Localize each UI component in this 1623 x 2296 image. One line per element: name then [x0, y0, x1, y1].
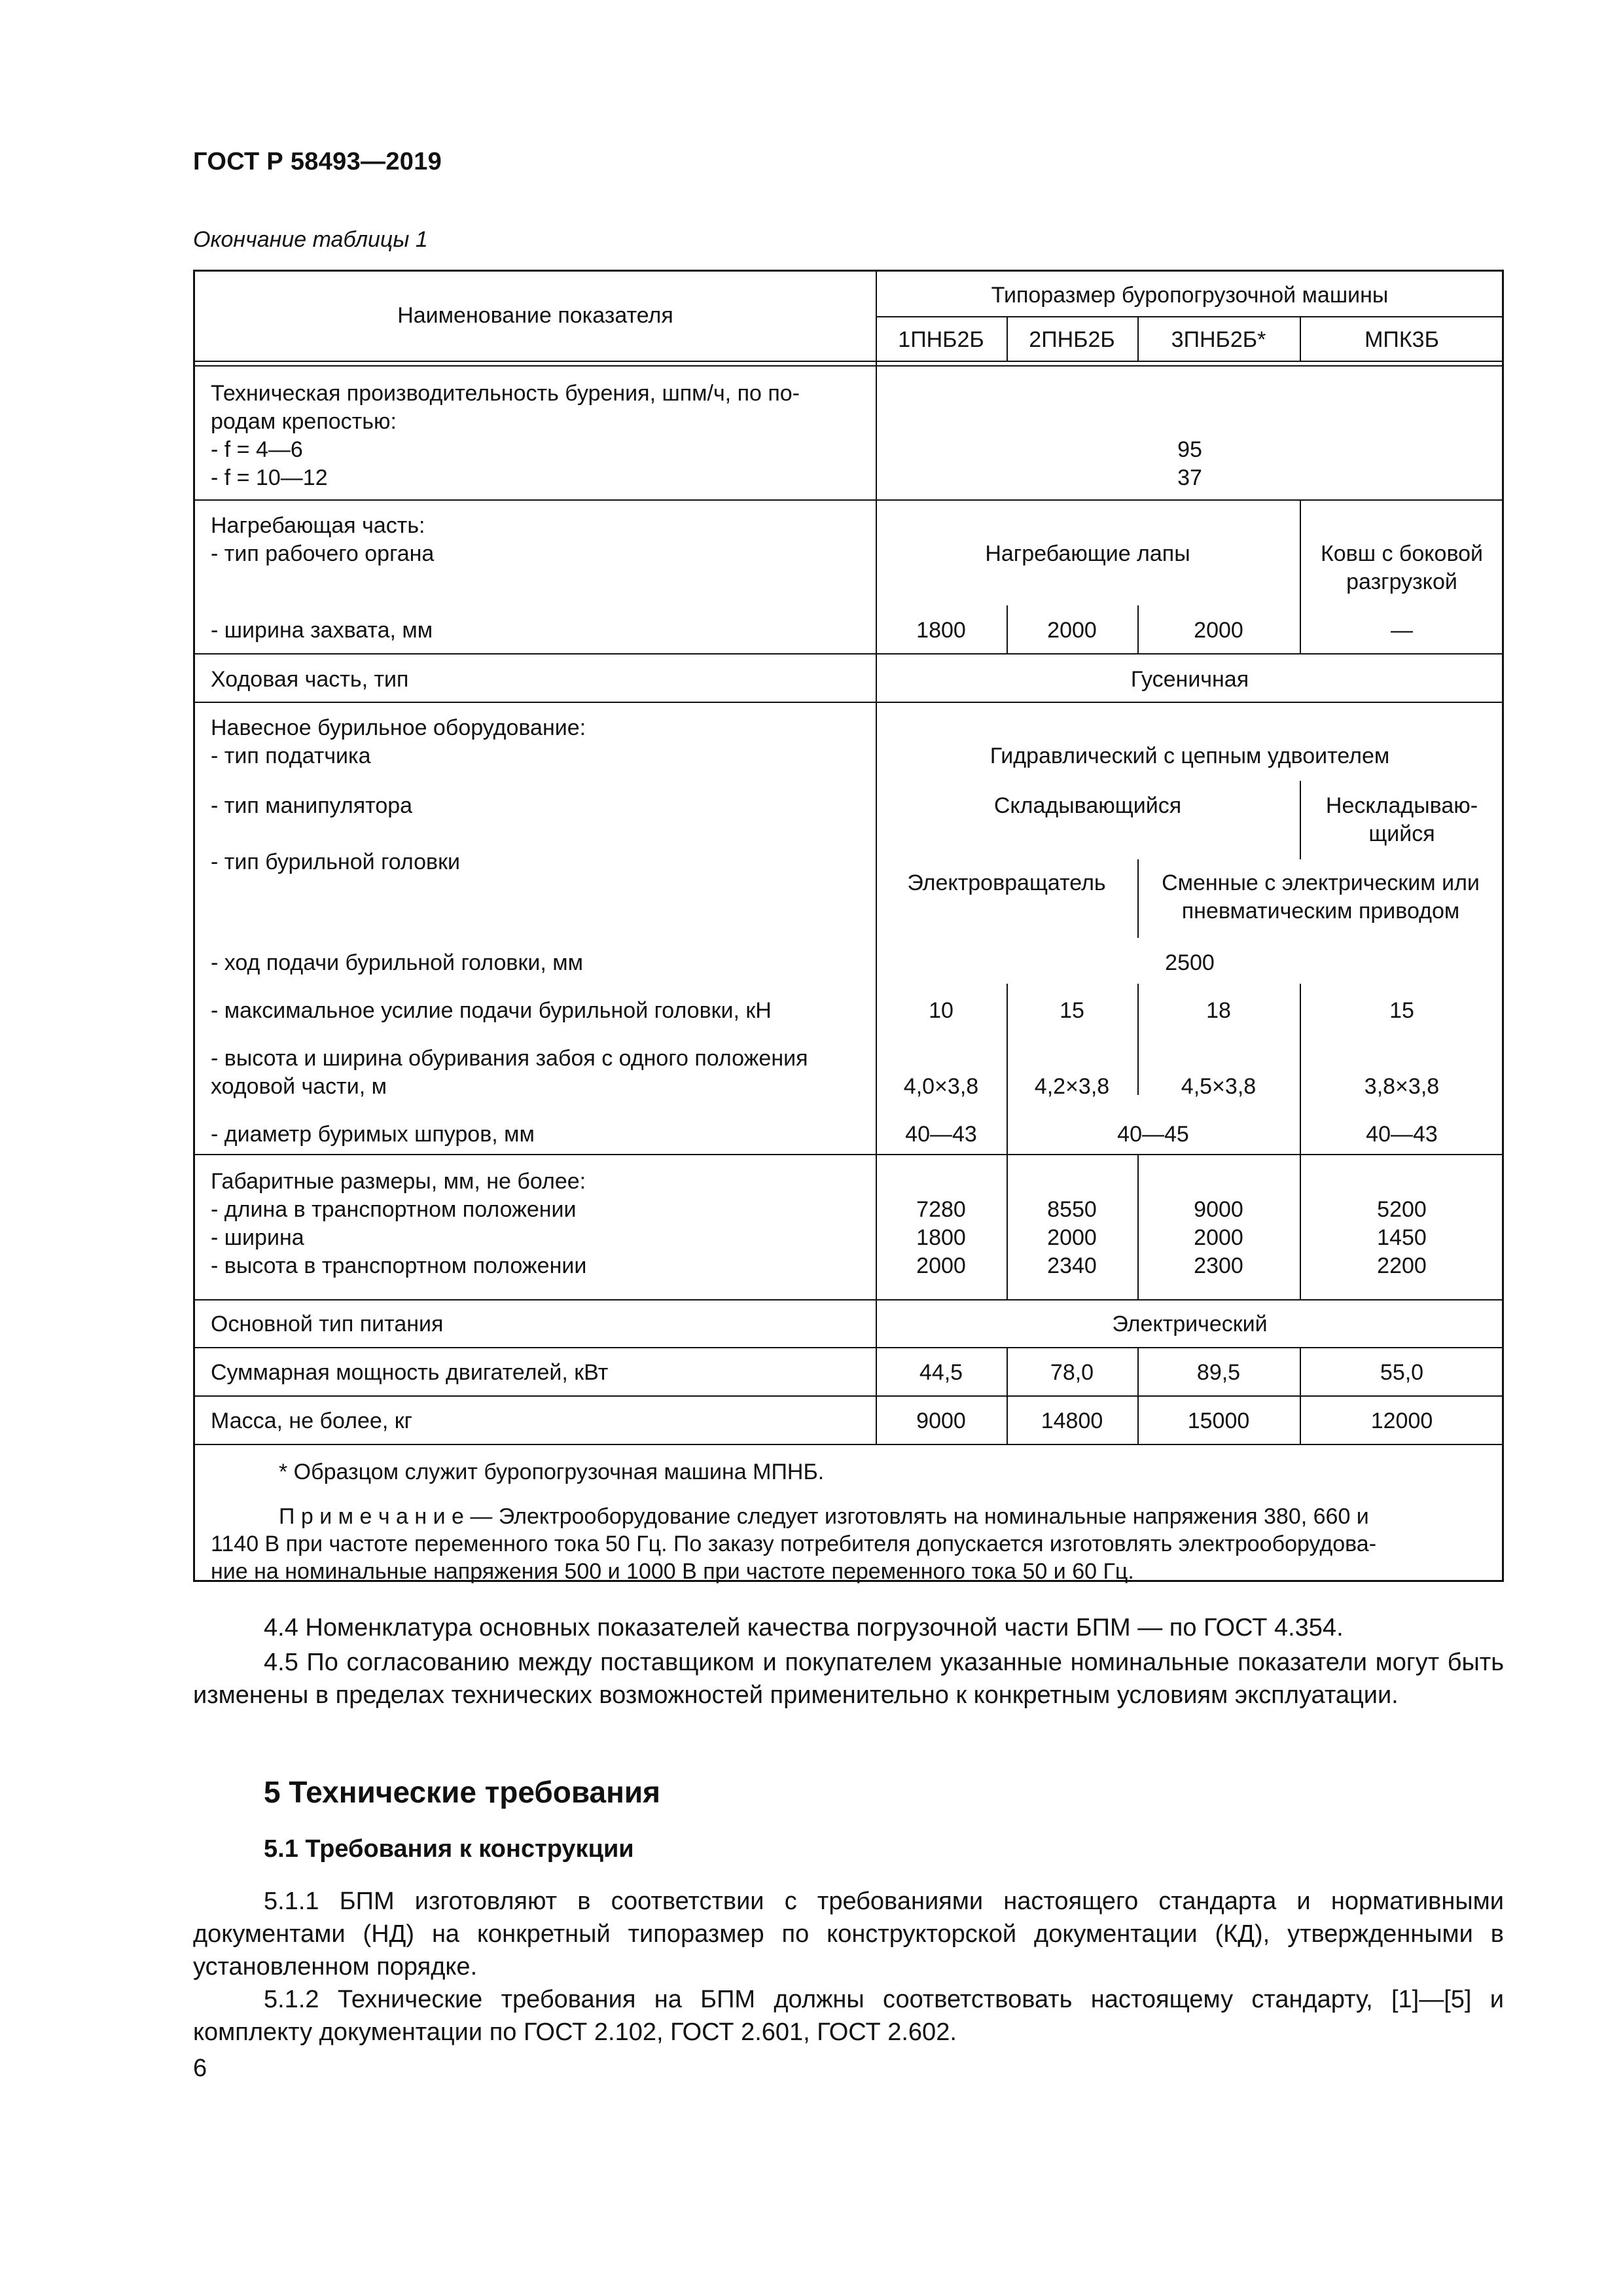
- specs-table: [193, 270, 1504, 1582]
- row-label: Суммарная мощность двигателей, кВт: [211, 1360, 609, 1385]
- row-label: Габаритные размеры, мм, не более:: [211, 1169, 586, 1194]
- cell-value: 40—43: [905, 1122, 977, 1147]
- cell-value: 9000: [1194, 1197, 1243, 1222]
- paragraph-5-1-2: 5.1.2 Технические требования на БПМ должны соответствовать настоящему стандарту, [1]—[5] и комплекту документации по ГОСТ 2.102, ГОСТ 2.601, ГОСТ 2.602.: [193, 1986, 1504, 2046]
- cell-value: 4,5×3,8: [1181, 1074, 1257, 1099]
- cell-value: Ковш с боковой: [1320, 541, 1484, 566]
- cell-value: 8550: [1047, 1197, 1097, 1222]
- rule: [195, 365, 1504, 367]
- cell-value: 37: [1177, 465, 1202, 490]
- cell-value: 1800: [916, 1225, 966, 1250]
- cell-value: 1800: [916, 618, 966, 643]
- rule: [195, 1395, 1504, 1397]
- table-note: П р и м е ч а н и е — Электрооборудование следует изготовлять на номинальные напряжения 380, 660 и: [279, 1504, 1369, 1529]
- column-header-model: МПК3Б: [1364, 327, 1439, 352]
- subsection-heading: 5.1 Требования к конструкции: [264, 1835, 634, 1863]
- table-footnote: * Образцом служит буропогрузочная машина МПНБ.: [279, 1460, 825, 1484]
- row-label: - ход подачи бурильной головки, мм: [211, 950, 584, 975]
- cell-value: пневматическим приводом: [1181, 899, 1460, 924]
- cell-value: Гидравлический с цепным удвоителем: [990, 744, 1390, 768]
- column-header-indicator: Наименование показателя: [397, 303, 673, 328]
- paragraph-5-1-1: 5.1.1 БПМ изготовляют в соответствии с требованиями настоящего стандарта и нормативными документами (НД) на конкретный типоразмер по конструкторской документации (КД), утвержденными в установленном порядке.: [193, 1888, 1504, 1981]
- row-label: - f = 10—12: [211, 465, 328, 490]
- cell-value: 4,0×3,8: [903, 1074, 979, 1099]
- row-label: - максимальное усилие подачи бурильной головки, кН: [211, 998, 772, 1023]
- row-label: - ширина захвата, мм: [211, 618, 433, 643]
- row-label: Основной тип питания: [211, 1312, 444, 1336]
- rule: [876, 316, 1504, 317]
- rule: [195, 1444, 1504, 1445]
- cell-value: Складывающийся: [993, 793, 1182, 818]
- row-label: Ходовая часть, тип: [211, 667, 409, 692]
- cell-value: Нескладываю-: [1325, 793, 1478, 818]
- column-header-group: Типоразмер буропогрузочной машины: [991, 283, 1389, 308]
- cell-value: 2000: [1047, 618, 1097, 643]
- row-label: - тип рабочего органа: [211, 541, 435, 566]
- rule: [195, 1299, 1504, 1300]
- cell-value: 12000: [1370, 1408, 1433, 1433]
- cell-value: 9000: [916, 1408, 966, 1433]
- cell-value: 14800: [1041, 1408, 1103, 1433]
- row-label: - высота и ширина обуривания забоя с одного положения: [211, 1046, 808, 1071]
- cell-value: Гусеничная: [1130, 667, 1249, 692]
- row-label: родам крепостью:: [211, 409, 397, 434]
- cell-value: Нагребающие лапы: [985, 541, 1190, 566]
- rule: [195, 702, 1504, 703]
- row-label: - тип податчика: [211, 744, 371, 768]
- cell-value: 95: [1177, 437, 1202, 462]
- cell-value: —: [1391, 618, 1413, 643]
- cell-value: 2000: [1047, 1225, 1097, 1250]
- document-code: ГОСТ Р 58493—2019: [193, 148, 442, 175]
- row-label: - f = 4—6: [211, 437, 303, 462]
- cell-value: 1450: [1377, 1225, 1427, 1250]
- column-header-model: 1ПНБ2Б: [898, 327, 984, 352]
- rule: [195, 361, 1504, 362]
- cell-value: 40—43: [1366, 1122, 1438, 1147]
- cell-value: Электровращатель: [907, 870, 1106, 895]
- row-label: - высота в транспортном положении: [211, 1253, 587, 1278]
- rule: [195, 1154, 1504, 1155]
- row-label: - диаметр буримых шпуров, мм: [211, 1122, 535, 1147]
- table-note: 1140 В при частоте переменного тока 50 Гц. По заказу потребителя допускается изготовлять электрооборудова-: [211, 1532, 1377, 1556]
- row-label: Нагребающая часть:: [211, 513, 425, 538]
- cell-value: разгрузкой: [1346, 569, 1457, 594]
- row-label: ходовой части, м: [211, 1074, 387, 1099]
- cell-value: 89,5: [1196, 1360, 1241, 1385]
- cell-value: 10: [929, 998, 954, 1023]
- row-label: Масса, не более, кг: [211, 1408, 413, 1433]
- row-label: - тип бурильной головки: [211, 850, 460, 874]
- cell-value: щийся: [1368, 821, 1435, 846]
- cell-value: 7280: [916, 1197, 966, 1222]
- rule: [195, 1347, 1504, 1348]
- row-label: Техническая производительность бурения, шпм/ч, по по-: [211, 381, 800, 406]
- column-header-model: 2ПНБ2Б: [1029, 327, 1115, 352]
- paragraph-4-5: 4.5 По согласованию между поставщиком и покупателем указанные номинальные показатели могут быть изменены в пределах технических возможностей применительно к конкретным условиям эксплуатации.: [193, 1649, 1504, 1709]
- rule: [195, 653, 1504, 655]
- row-label: - длина в транспортном положении: [211, 1197, 577, 1222]
- cell-value: 2500: [1165, 950, 1215, 975]
- row-label: - тип манипулятора: [211, 793, 413, 818]
- cell-value: 40—45: [1117, 1122, 1189, 1147]
- table-note: ние на номинальные напряжения 500 и 1000 В при частоте переменного тока 50 и 60 Гц.: [211, 1559, 1134, 1584]
- cell-value: 44,5: [919, 1360, 963, 1385]
- cell-value: 3,8×3,8: [1364, 1074, 1440, 1099]
- paragraph-4-4: 4.4 Номенклатура основных показателей качества погрузочной части БПМ — по ГОСТ 4.354.: [264, 1614, 1344, 1641]
- cell-value: 2340: [1047, 1253, 1097, 1278]
- cell-value: 4,2×3,8: [1034, 1074, 1110, 1099]
- cell-value: Электрический: [1112, 1312, 1268, 1336]
- cell-value: 2200: [1377, 1253, 1427, 1278]
- cell-value: 2300: [1194, 1253, 1243, 1278]
- cell-value: 2000: [1194, 1225, 1243, 1250]
- column-header-model: 3ПНБ2Б*: [1171, 327, 1266, 352]
- table-caption: Окончание таблицы 1: [193, 227, 428, 252]
- cell-value: 2000: [916, 1253, 966, 1278]
- cell-value: 78,0: [1050, 1360, 1094, 1385]
- rule: [195, 499, 1504, 501]
- cell-value: 55,0: [1380, 1360, 1424, 1385]
- cell-value: 5200: [1377, 1197, 1427, 1222]
- cell-value: 18: [1206, 998, 1231, 1023]
- cell-value: 15000: [1187, 1408, 1250, 1433]
- page-number: 6: [193, 2054, 207, 2082]
- row-label: - ширина: [211, 1225, 304, 1250]
- section-heading: 5 Технические требования: [264, 1775, 660, 1809]
- cell-value: Сменные с электрическим или: [1162, 870, 1480, 895]
- cell-value: 2000: [1194, 618, 1243, 643]
- cell-value: 15: [1060, 998, 1084, 1023]
- cell-value: 15: [1389, 998, 1414, 1023]
- row-label: Навесное бурильное оборудование:: [211, 715, 586, 740]
